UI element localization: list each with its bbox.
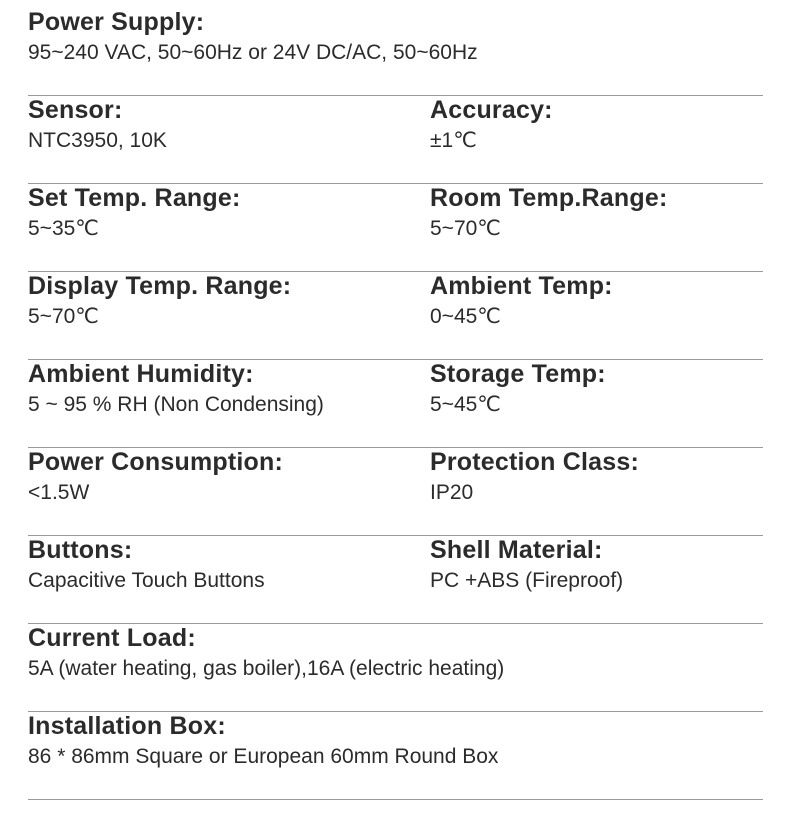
spec-value: ±1℃ xyxy=(430,129,477,152)
spec-value: Capacitive Touch Buttons xyxy=(28,569,265,592)
spec-label: Storage Temp: xyxy=(430,360,606,388)
spec-label: Sensor: xyxy=(28,96,123,124)
spec-item-current-load xyxy=(28,624,504,681)
spec-label: Current Load: xyxy=(28,624,196,652)
spec-value: IP20 xyxy=(430,481,474,504)
spec-label: Protection Class: xyxy=(430,448,640,476)
spec-item-display-temp-range xyxy=(28,272,291,329)
spec-item-power-consumption xyxy=(28,448,283,505)
spec-label: Power Supply: xyxy=(28,8,205,36)
spec-value: 5~70℃ xyxy=(28,305,99,328)
spec-value: <1.5W xyxy=(28,481,90,504)
spec-item-storage-temp xyxy=(430,360,606,417)
spec-row-buttons-shell xyxy=(28,536,763,624)
spec-value: 86 * 86mm Square or European 60mm Round Box xyxy=(28,745,499,768)
spec-item-buttons xyxy=(28,536,265,593)
spec-item-accuracy xyxy=(430,96,553,153)
spec-value: NTC3950, 10K xyxy=(28,129,167,152)
spec-item-installation-box xyxy=(28,712,498,769)
spec-value: 5A (water heating, gas boiler),16A (electric heating) xyxy=(28,657,505,680)
spec-value: 5~35℃ xyxy=(28,217,99,240)
spec-value: 5 ~ 95 % RH (Non Condensing) xyxy=(28,393,324,416)
spec-label: Room Temp.Range: xyxy=(430,184,668,212)
spec-label: Ambient Temp: xyxy=(430,272,613,300)
spec-row-display-ambient xyxy=(28,272,763,360)
spec-label: Buttons: xyxy=(28,536,133,564)
spec-item-room-temp-range xyxy=(430,184,667,241)
spec-value: PC +ABS (Fireproof) xyxy=(430,569,624,592)
spec-row-current-load xyxy=(28,624,763,712)
spec-value: 5~70℃ xyxy=(430,217,501,240)
spec-label: Display Temp. Range: xyxy=(28,272,292,300)
spec-value: 0~45℃ xyxy=(430,305,501,328)
spec-label: Accuracy: xyxy=(430,96,553,124)
spec-label: Ambient Humidity: xyxy=(28,360,254,388)
spec-row-installation-box xyxy=(28,712,763,800)
spec-item-ambient-temp xyxy=(430,272,613,329)
spec-row-sensor xyxy=(28,96,763,184)
spec-label: Shell Material: xyxy=(430,536,603,564)
spec-item-set-temp-range xyxy=(28,184,241,241)
spec-row-temp-range xyxy=(28,184,763,272)
spec-row-power-supply xyxy=(28,8,763,96)
spec-label: Installation Box: xyxy=(28,712,226,740)
spec-item-shell-material xyxy=(430,536,623,593)
spec-value: 95~240 VAC, 50~60Hz or 24V DC/AC, 50~60Hz xyxy=(28,41,478,64)
spec-value: 5~45℃ xyxy=(430,393,501,416)
spec-item-power-supply xyxy=(28,8,478,65)
spec-row-humidity-storage xyxy=(28,360,763,448)
spec-row-power-protection xyxy=(28,448,763,536)
spec-label: Set Temp. Range: xyxy=(28,184,241,212)
spec-item-ambient-humidity xyxy=(28,360,324,417)
spec-item-protection-class xyxy=(430,448,639,505)
spec-label: Power Consumption: xyxy=(28,448,283,476)
spec-item-sensor xyxy=(28,96,167,153)
